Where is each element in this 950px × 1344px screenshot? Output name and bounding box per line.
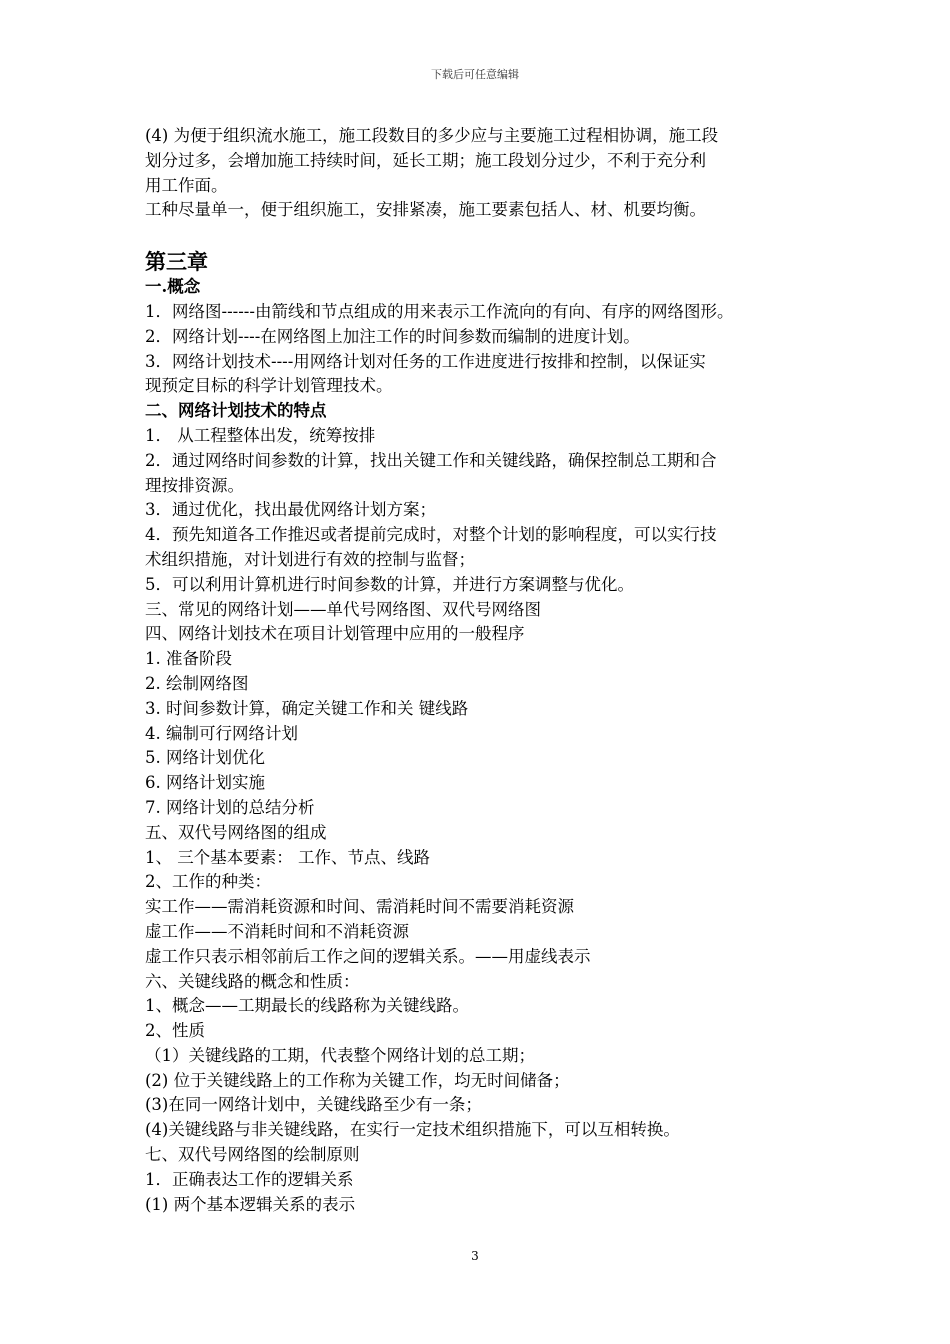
text-line: 2、性质 xyxy=(145,1021,205,1041)
remaining-lines xyxy=(145,424,825,1218)
text-line: 4. 编制可行网络计划 xyxy=(145,723,298,743)
text-line: 2．通过网络时间参数的计算，找出关键工作和关键线路，确保控制总工期和合 xyxy=(145,450,717,470)
page-number: 3 xyxy=(471,1249,479,1263)
text-line: 七、双代号网络图的绘制原则 xyxy=(145,1145,360,1165)
text-line: (3)在同一网络计划中，关键线路至少有一条； xyxy=(145,1095,482,1115)
document-body xyxy=(145,124,825,1217)
text-line: 2、工作的种类： xyxy=(145,872,271,892)
top-paragraphs xyxy=(145,124,825,223)
text-line: 工种尽量单一，便于组织施工，安排紧凑，施工要素包括人、材、机要均衡。 xyxy=(145,200,706,220)
chapter-title: 第三章 xyxy=(145,249,208,275)
concept-list xyxy=(145,300,825,399)
text-line: 3．网络计划技术----用网络计划对任务的工作进度进行按排和控制，以保证实 xyxy=(145,351,706,371)
text-line: 4．预先知道各工作推迟或者提前完成时，对整个计划的影响程度，可以实行技 xyxy=(145,525,717,545)
text-line: (4)关键线路与非关键线路，在实行一定技术组织措施下，可以互相转换。 xyxy=(145,1120,680,1140)
text-line: 1、 三个基本要素： 工作、节点、线路 xyxy=(145,847,430,867)
page-header: 下载后可任意编辑 xyxy=(431,68,519,81)
text-line: 实工作——需消耗资源和时间、需消耗时间不需要消耗资源 xyxy=(145,897,574,917)
text-line: 1．正确表达工作的逻辑关系 xyxy=(145,1169,354,1189)
text-line: (1) 两个基本逻辑关系的表示 xyxy=(145,1194,356,1214)
text-line: 四、网络计划技术在项目计划管理中应用的一般程序 xyxy=(145,624,525,644)
text-line: 划分过多，会增加施工持续时间，延长工期；施工段划分过少，不利于充分利 xyxy=(145,150,706,170)
text-line: 1． 从工程整体出发，统筹按排 xyxy=(145,425,376,445)
text-line: 理按排资源。 xyxy=(145,475,244,495)
text-line: (4) 为便于组织流水施工，施工段数目的多少应与主要施工过程相协调，施工段 xyxy=(145,126,719,145)
text-line: (2) 位于关键线路上的工作称为关键工作，均无时间储备； xyxy=(145,1070,570,1090)
text-line: 五、双代号网络图的组成 xyxy=(145,822,327,842)
section-heading: 一.概念 xyxy=(145,277,201,297)
text-line: 用工作面。 xyxy=(145,175,228,195)
text-line: 3. 时间参数计算，确定关键工作和关 键线路 xyxy=(145,698,469,718)
text-line: 2．网络计划----在网络图上加注工作的时间参数而编制的进度计划。 xyxy=(145,326,640,346)
text-line: 六、关键线路的概念和性质： xyxy=(145,971,360,991)
text-line: 6. 网络计划实施 xyxy=(145,773,265,793)
section-heading: 二、网络计划技术的特点 xyxy=(145,401,327,421)
text-line: （1）关键线路的工期，代表整个网络计划的总工期； xyxy=(145,1045,535,1065)
text-line: 三、常见的网络计划——单代号网络图、双代号网络图 xyxy=(145,599,541,619)
text-line: 术组织措施，对计划进行有效的控制与监督； xyxy=(145,549,475,569)
text-line: 3．通过优化，找出最优网络计划方案； xyxy=(145,500,436,520)
text-line: 5. 网络计划优化 xyxy=(145,748,265,768)
text-line: 7. 网络计划的总结分析 xyxy=(145,797,315,817)
text-line: 1、概念——工期最长的线路称为关键线路。 xyxy=(145,996,469,1016)
text-line: 现预定目标的科学计划管理技术。 xyxy=(145,376,393,396)
text-line: 虚工作只表示相邻前后工作之间的逻辑关系。——用虚线表示 xyxy=(145,946,591,966)
text-line: 5．可以利用计算机进行时间参数的计算，并进行方案调整与优化。 xyxy=(145,574,634,594)
text-line: 1. 准备阶段 xyxy=(145,649,232,669)
text-line: 2. 绘制网络图 xyxy=(145,673,249,693)
text-line: 虚工作——不消耗时间和不消耗资源 xyxy=(145,921,409,941)
text-line: 1．网络图------由箭线和节点组成的用来表示工作流向的有向、有序的网络图形。 xyxy=(145,301,734,321)
